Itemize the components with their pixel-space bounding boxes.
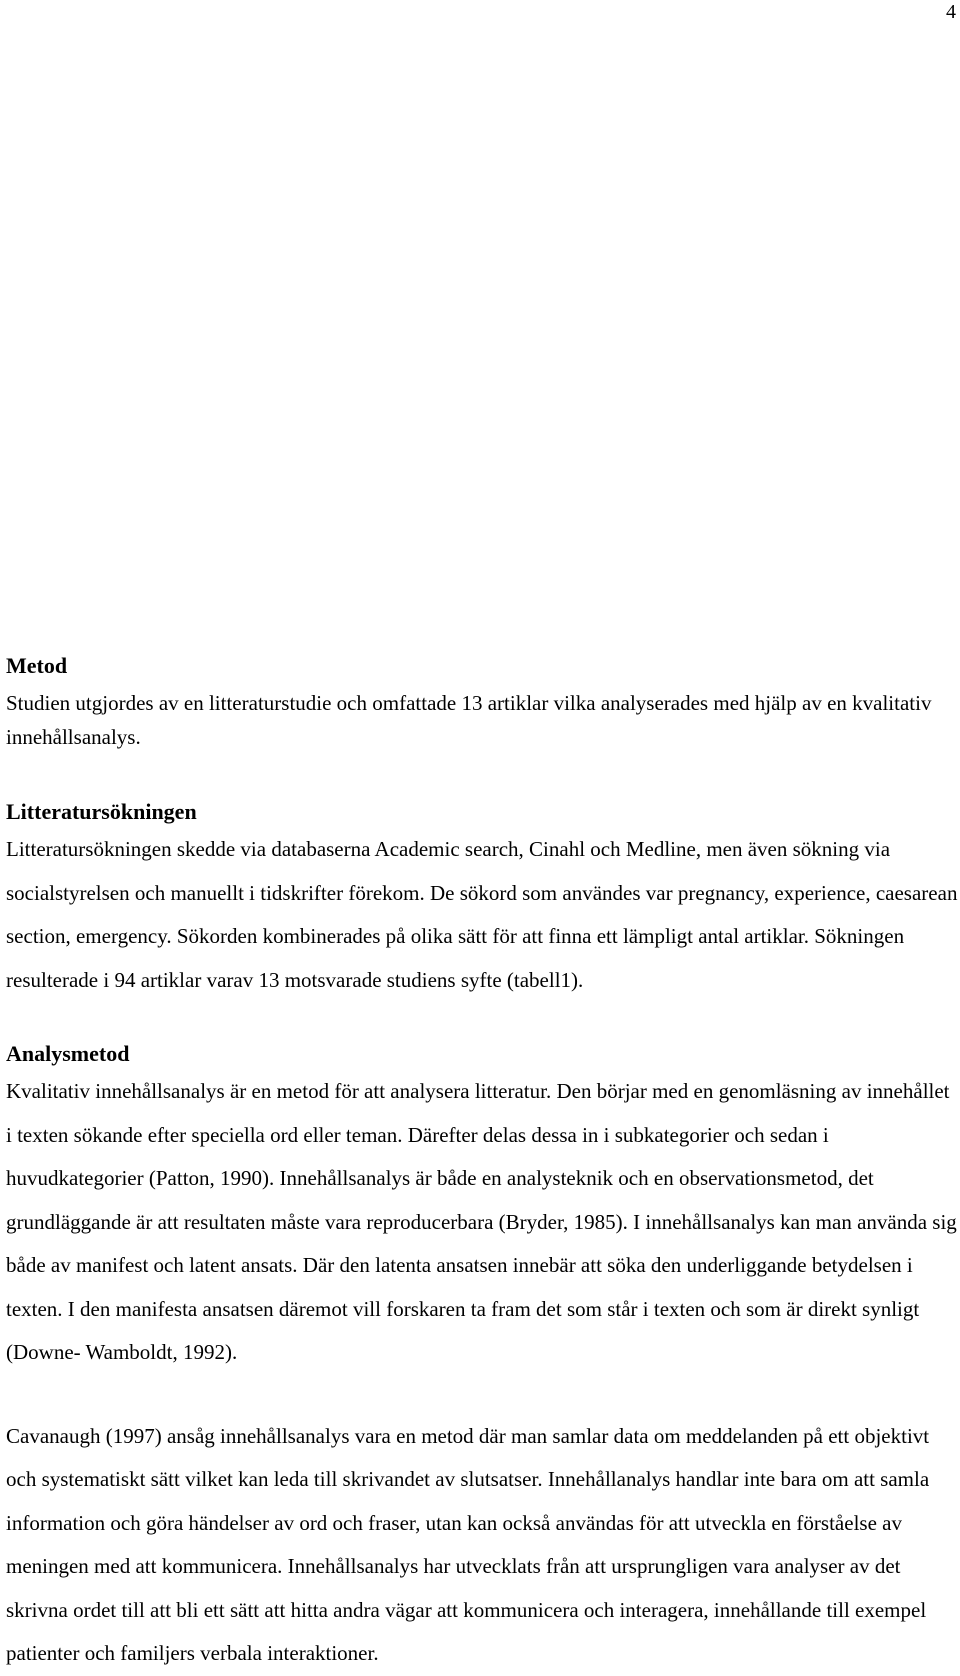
section-body-metod: Studien utgjordes av en litteraturstudie och omfattade 13 artiklar vilka analyserades med hjälp av en kvalitativ innehållsanalys. — [6, 691, 932, 749]
section-body-analysmetod: Kvalitativ innehållsanalys är en metod för att analysera litteratur. Den börjar med en genomläsning av innehållet i texten sökande efter speciella ord eller teman. Därefter delas dessa in i subkategorier och sedan i huvudkategorier (Patton, 1990). Innehållsanalys är både en analysteknik och en observationsmetod, det grundläggande är att resultaten måste vara reproducerbara (Bryder, 1985). I innehållsanalys kan man använda sig både av manifest och latent ansats. Där den latenta ansatsen innebär att söka den underliggande betydelsen i texten. I den manifesta ansatsen däremot vill forskaren ta fram det som står i texten och som är direkt synligt (Downe- Wamboldt, 1992). — [6, 1079, 957, 1364]
section-heading-metod: Metod — [6, 653, 68, 678]
document-body — [6, 652, 958, 1676]
section-heading-litteratursokningen: Litteratursökningen — [6, 799, 197, 824]
paragraph-cavanaugh: Cavanaugh (1997) ansåg innehållsanalys vara en metod där man samlar data om meddelanden på ett objektivt och systematiskt sätt vilket kan leda till skrivandet av slutsatser. Innehållanalys handlar inte bara om att samla information och göra händelser av ord och fraser, utan kan också användas för att utveckla en förståelse av meningen med att kommunicera. Innehållsanalys har utvecklats från att ursprungligen vara analyser av det skrivna ordet till att bli ett sätt att hitta andra vägar att kommunicera och interagera, innehållande till exempel patienter och familjers verbala interaktioner. — [6, 1423, 930, 1665]
section-body-litteratursokningen: Litteratursökningen skedde via databaserna Academic search, Cinahl och Medline, men även sökning via socialstyrelsen och manuellt i tidskrifter förekom. De sökord som användes var pregnancy, experience, caesarean section, emergency. Sökorden kombinerades på olika sätt för att finna ett lämpligt antal artiklar. Sökningen resulterade i 94 artiklar varav 13 motsvarade studiens syfte (tabell1). — [6, 837, 958, 992]
section-heading-analysmetod: Analysmetod — [6, 1041, 130, 1066]
page-number: 4 — [946, 1, 956, 23]
